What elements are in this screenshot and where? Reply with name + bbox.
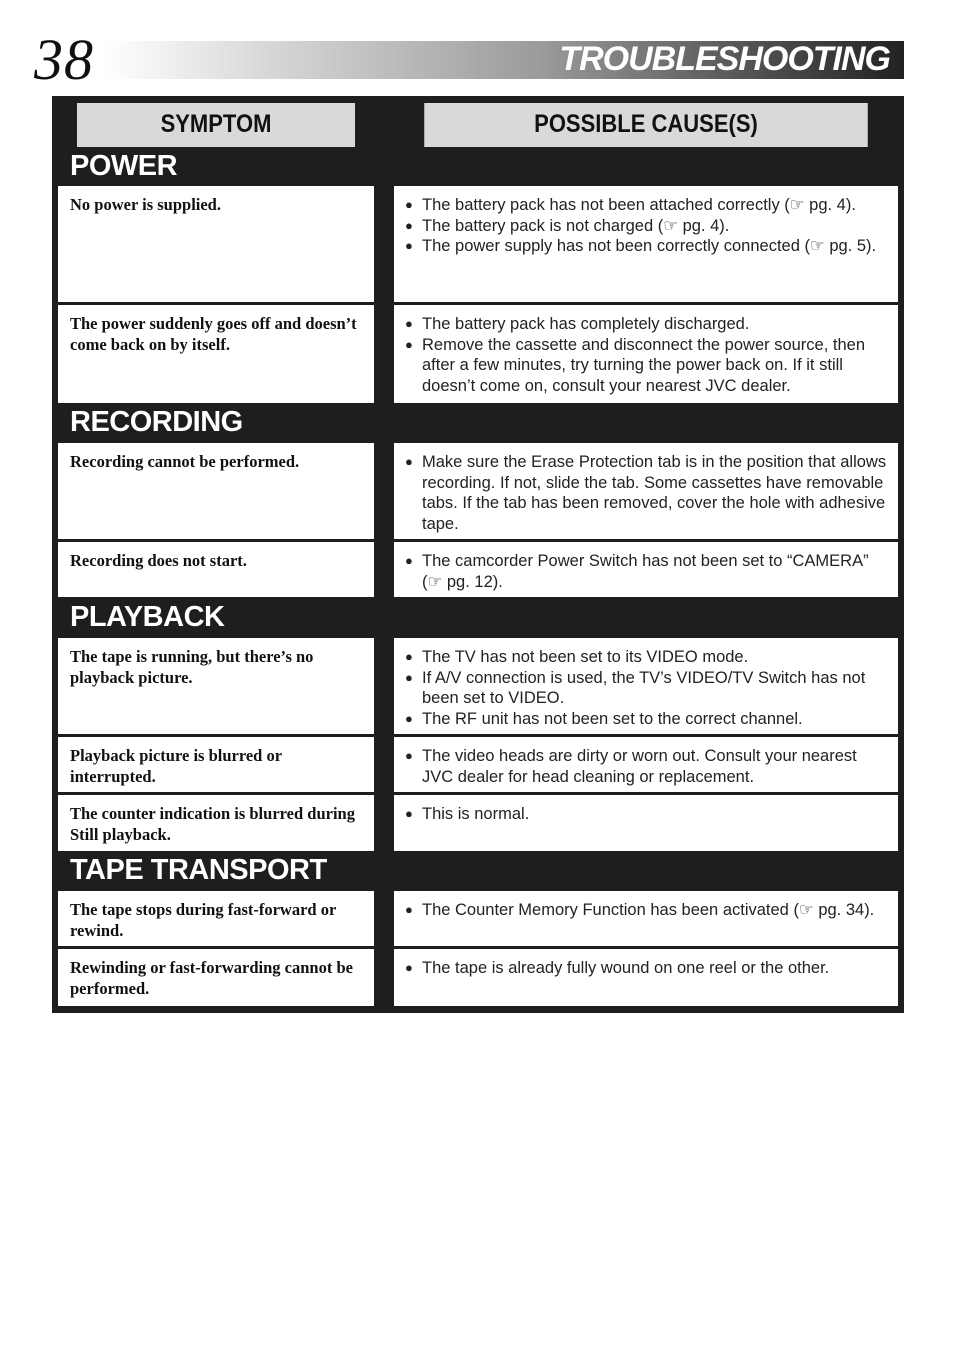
cause-list [404, 551, 890, 592]
symptom-cell [58, 305, 374, 403]
cause-text: The battery pack is not charged (☞ pg. 4). [422, 216, 730, 235]
cause-item [404, 195, 890, 216]
bullet-icon: ● [405, 806, 413, 821]
bullet-icon: ● [405, 316, 413, 331]
cause-text: The Counter Memory Function has been activated (☞ pg. 34). [422, 901, 875, 919]
causes-column-header: POSSIBLE CAUSE(S) [424, 103, 868, 147]
bullet-icon: ● [405, 217, 413, 233]
causes-cell [394, 443, 898, 539]
causes-cell [394, 737, 898, 792]
page-title: TROUBLESHOOTING [559, 40, 890, 78]
cause-list [404, 900, 890, 921]
symptom-cell [58, 443, 374, 539]
cause-item [404, 900, 890, 921]
cause-list [404, 804, 890, 825]
cause-item [404, 746, 890, 787]
cause-item [404, 216, 890, 237]
symptom-cell [58, 737, 374, 792]
cause-text: The camcorder Power Switch has not been set to “CAMERA” (☞ pg. 12). [422, 552, 869, 591]
symptom-cell [58, 638, 374, 734]
causes-cell [394, 305, 898, 403]
symptom-text: No power is supplied. [70, 195, 221, 214]
cause-item [404, 804, 890, 825]
bullet-icon: ● [405, 238, 413, 253]
symptom-cell [58, 891, 374, 946]
symptom-cell [58, 949, 374, 1006]
section-title-tape-transport: TAPE TRANSPORT [70, 854, 327, 886]
cause-item [404, 314, 890, 335]
cause-list [404, 314, 890, 396]
cause-list [404, 195, 890, 257]
section-title-playback: PLAYBACK [70, 601, 225, 633]
cause-list [404, 452, 890, 534]
cause-item [404, 668, 890, 709]
troubleshooting-table [52, 96, 904, 1013]
causes-cell [394, 542, 898, 597]
cause-text: The TV has not been set to its VIDEO mode. [422, 648, 749, 666]
cause-item [404, 709, 890, 730]
cause-text: The battery pack has completely discharged. [422, 315, 750, 333]
cause-item [404, 551, 890, 592]
causes-cell [394, 795, 898, 851]
symptom-text: Recording cannot be performed. [70, 452, 300, 471]
cause-text: Remove the cassette and disconnect the power source, then after a few minutes, try turning the power back on. If it still doesn’t come on, consult your nearest JVC dealer. [422, 335, 866, 395]
cause-text: The battery pack has not been attached correctly (☞ pg. 4). [422, 196, 856, 214]
symptom-text: Rewinding or fast-forwarding cannot be performed. [70, 958, 353, 998]
symptom-text: The tape is running, but there’s no playback picture. [70, 647, 314, 687]
symptom-text: Playback picture is blurred or interrupted. [70, 746, 282, 786]
cause-item [404, 958, 890, 979]
cause-item [404, 335, 890, 397]
symptom-cell [58, 186, 374, 302]
bullet-icon: ● [405, 454, 413, 469]
cause-text: The tape is already fully wound on one reel or the other. [422, 959, 830, 977]
section-title-power: POWER [70, 150, 178, 182]
symptom-cell [58, 542, 374, 597]
causes-cell [394, 638, 898, 734]
causes-cell [394, 891, 898, 946]
symptom-cell [58, 795, 374, 851]
cause-text: The video heads are dirty or worn out. Consult your nearest JVC dealer for head cleaning or replacement. [422, 747, 857, 786]
bullet-icon: ● [405, 902, 413, 917]
symptom-text: Recording does not start. [70, 551, 247, 570]
symptom-text: The counter indication is blurred during Still playback. [70, 804, 355, 844]
cause-text: This is normal. [422, 805, 530, 823]
bullet-icon: ● [405, 710, 413, 726]
cause-text: If A/V connection is used, the TV’s VIDEO/TV Switch has not been set to VIDEO. [422, 668, 866, 707]
symptom-text: The tape stops during fast-forward or rewind. [70, 900, 336, 940]
cause-list [404, 746, 890, 787]
bullet-icon: ● [405, 669, 413, 685]
cause-text: The power supply has not been correctly connected (☞ pg. 5). [422, 237, 877, 255]
cause-list [404, 647, 890, 729]
page-number: 38 [34, 27, 94, 92]
bullet-icon: ● [405, 960, 413, 975]
cause-item [404, 452, 890, 534]
section-title-recording: RECORDING [70, 406, 243, 438]
header-bar [104, 41, 904, 79]
symptom-text: The power suddenly goes off and doesn’t come back on by itself. [70, 314, 357, 354]
bullet-icon: ● [405, 553, 413, 568]
bullet-icon: ● [405, 197, 413, 212]
cause-text: The RF unit has not been set to the correct channel. [422, 709, 803, 728]
causes-cell [394, 186, 898, 302]
bullet-icon: ● [405, 748, 413, 763]
cause-list [404, 958, 890, 979]
causes-cell [394, 949, 898, 1006]
bullet-icon: ● [405, 336, 413, 352]
cause-text: Make sure the Erase Protection tab is in the position that allows recording. If not, slide the tab. Some cassettes have removable tabs. If the tab has been removed, cover the hole with adhesive tape. [422, 453, 887, 533]
symptom-column-header: SYMPTOM [77, 103, 355, 147]
bullet-icon: ● [405, 649, 413, 664]
cause-item [404, 647, 890, 668]
cause-item [404, 236, 890, 257]
